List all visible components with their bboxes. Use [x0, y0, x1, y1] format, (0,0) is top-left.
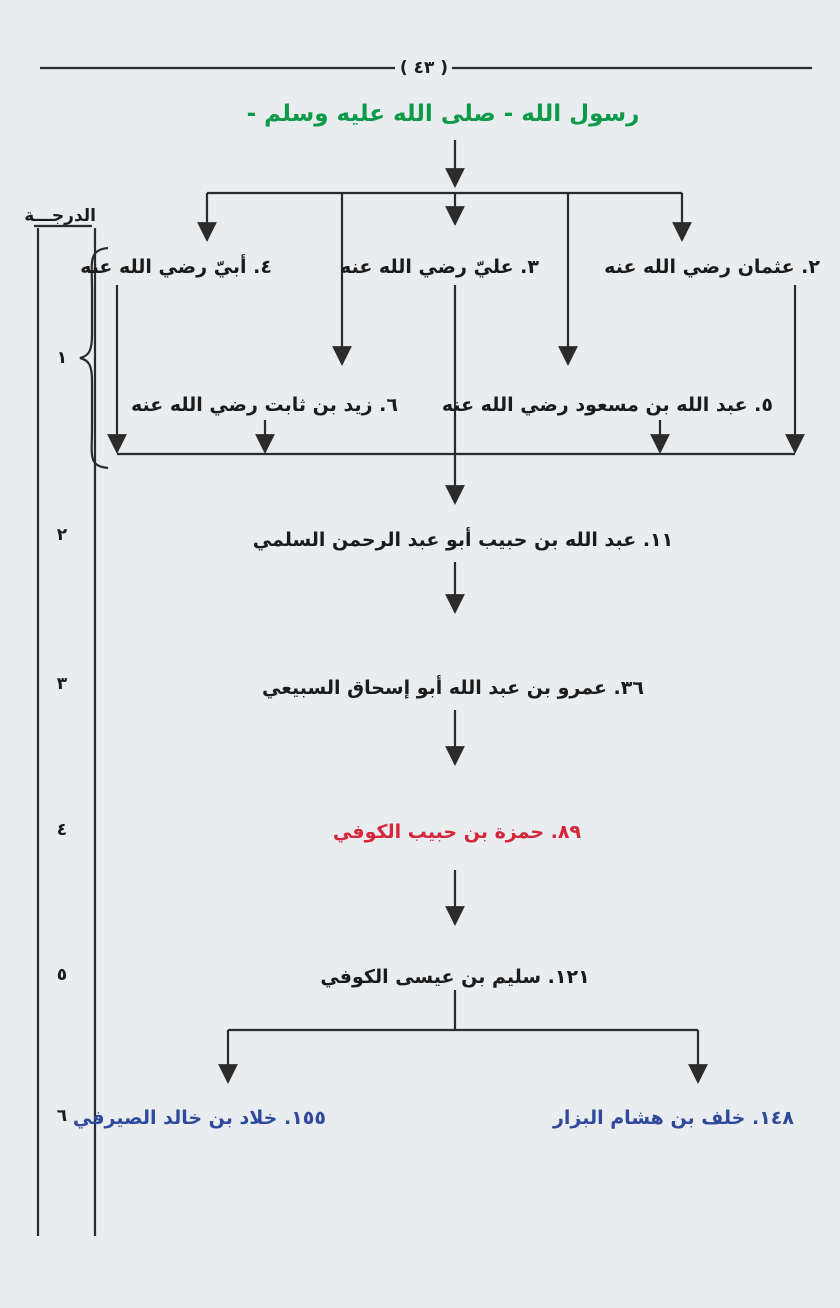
degree-number: ٥ [56, 965, 68, 985]
node-hamza: ٨٩. حمزة بن حبيب الكوفي [332, 821, 582, 843]
node-ubayy: ٤. أبيّ رضي الله عنه [80, 256, 272, 278]
node-uthman: ٢. عثمان رضي الله عنه [604, 256, 820, 278]
node-sulami: ١١. عبد الله بن حبيب أبو عبد الرحمن السلمي [252, 529, 674, 551]
degree-number: ٤ [56, 820, 68, 840]
node-ali: ٣. عليّ رضي الله عنه [340, 256, 539, 278]
node-khalaf: ١٤٨. خلف بن هشام البزار [552, 1107, 794, 1129]
degree-number: ١ [56, 348, 68, 368]
page-title: رسول الله - صلى الله عليه وسلم - [246, 101, 640, 127]
node-sulaym: ١٢١. سليم بن عيسى الكوفي [320, 966, 590, 988]
node-khallad: ١٥٥. خلاد بن خالد الصيرفي [72, 1107, 326, 1129]
node-ibn-masud: ٥. عبد الله بن مسعود رضي الله عنه [441, 394, 773, 416]
node-zayd: ٦. زيد بن ثابت رضي الله عنه [130, 394, 398, 416]
node-sabii: ٣٦. عمرو بن عبد الله أبو إسحاق السبيعي [262, 677, 644, 699]
degree-number: ٢ [56, 525, 68, 545]
degree-number: ٦ [56, 1106, 68, 1126]
degree-number: ٣ [56, 674, 68, 694]
page-number: ( ٤٣ ) [399, 58, 449, 78]
degree-header: الدرجـــة [24, 206, 96, 226]
